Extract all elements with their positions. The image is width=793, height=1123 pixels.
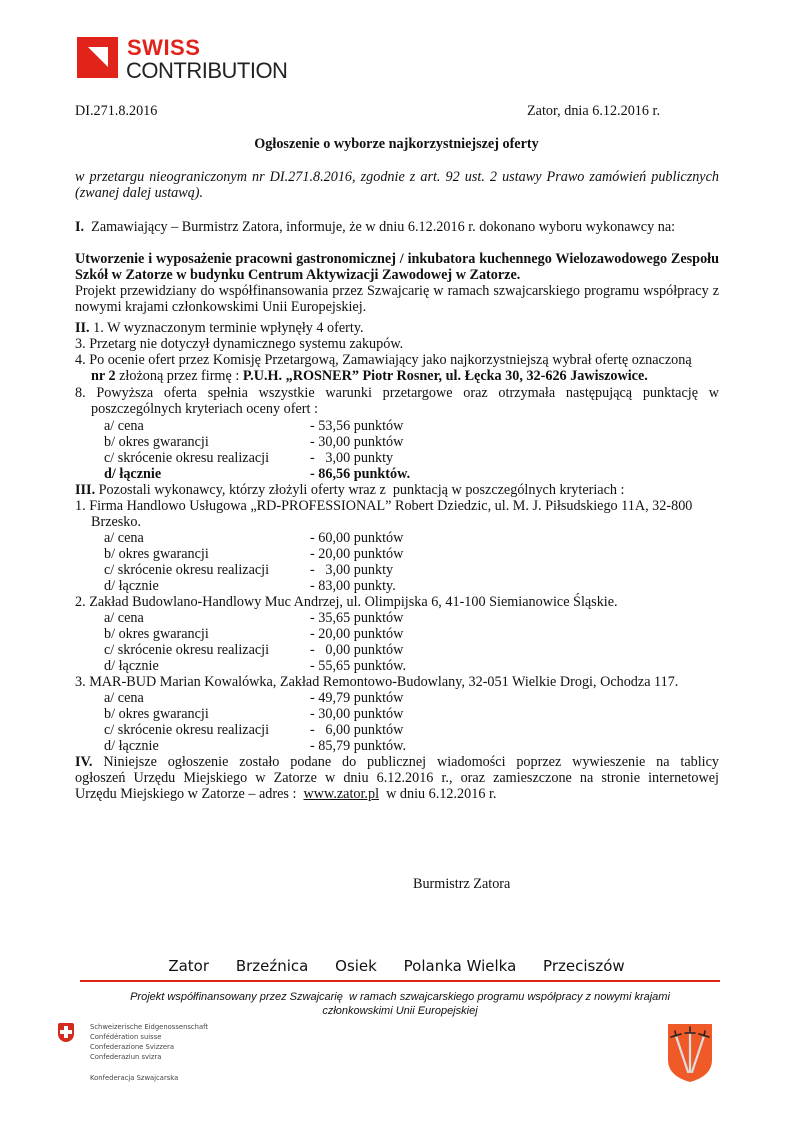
bidder-1-name-cont: Brzesko.: [91, 514, 142, 530]
section-4-number: IV.: [75, 754, 93, 770]
criterion-value: - 3,00 punkty: [310, 450, 394, 466]
footer-divider: [80, 980, 720, 982]
criterion-value: - 55,65 punktów.: [310, 658, 407, 674]
document-reference: DI.271.8.2016: [75, 103, 158, 119]
criterion-total-value: - 86,56 punktów.: [310, 466, 411, 482]
criterion-value: - 60,00 punktów: [310, 530, 404, 546]
criterion-label: a/ cena: [104, 690, 144, 706]
criterion-label: a/ cena: [104, 610, 144, 626]
criterion-label: b/ okres gwarancji: [104, 706, 209, 722]
criterion-value: - 53,56 punktów: [310, 418, 404, 434]
swiss-shield-icon: [58, 1023, 74, 1042]
logo-red-square-icon: [77, 37, 118, 78]
intro-paragraph: w przetargu nieograniczonym nr DI.271.8.2016, zgodnie z art. 92 ust. 2 ustawy Prawo zamówień publicznych (zwanej dalej ustawą).: [75, 169, 719, 201]
criterion-label: c/ skrócenie okresu realizacji: [104, 562, 270, 578]
criterion-label: d/ łącznie: [104, 658, 159, 674]
criterion-value: - 20,00 punktów: [310, 626, 404, 642]
criterion-label: c/ skrócenie okresu realizacji: [104, 722, 270, 738]
section-1-text: [75, 219, 719, 235]
section-2-item-8: 8. Powyższa oferta spełnia wszystkie warunki przetargowe oraz otrzymała następującą punktację w: [75, 385, 719, 401]
section-2-item-3: 3. Przetarg nie dotyczył dynamicznego systemu zakupów.: [75, 336, 404, 352]
zator-website-link[interactable]: www.zator.pl: [303, 786, 380, 802]
criterion-label: d/ łącznie: [104, 738, 159, 754]
contract-subject: Utworzenie i wyposażenie pracowni gastronomicznej / inkubatora kuchennego Wielozawodowego Zespołu Szkół w Zatorze w budynku Centrum Aktywizacji Zawodowej w Zatorze.: [75, 251, 719, 283]
swiss-confederation-logo: [58, 1023, 258, 1093]
criterion-label: c/ skrócenie okresu realizacji: [104, 450, 270, 466]
section-2-item-4: 4. Po ocenie ofert przez Komisję Przetargową, Zamawiający jako najkorzystniejszą wybrał ofertę oznaczoną: [75, 352, 692, 368]
town-name: Brzeźnica: [235, 957, 309, 975]
criterion-value: - 30,00 punktów: [310, 434, 404, 450]
section-2-item-8-cont: poszczególnych kryteriach oceny ofert :: [91, 401, 318, 417]
section-3-number: III.: [75, 482, 96, 498]
criterion-value: - 35,65 punktów: [310, 610, 404, 626]
section-4-line-2: ogłoszeń Urzędu Miejskiego w Zatorze w dniu 6.12.2016 r., oraz zamieszczone na stronie internetowej: [75, 770, 719, 786]
section-1-intro: Zamawiający – Burmistrz Zatora, informuje, że w dniu 6.12.2016 r. dokonano wyboru wykonawcy na:: [91, 219, 676, 235]
town-name: Osiek: [335, 957, 377, 975]
confederation-names: Schweizerische Eidgenossenschaft Confédération suisse Confederazione Svizzera Confederaziun svizra: [90, 1023, 209, 1061]
criterion-label: a/ cena: [104, 530, 144, 546]
section-2-number: II.: [75, 320, 90, 336]
criterion-value: - 83,00 punkty.: [310, 578, 396, 594]
criterion-value: - 20,00 punktów: [310, 546, 404, 562]
criterion-value: - 6,00 punktów: [310, 722, 404, 738]
funding-note: Projekt przewidziany do współfinansowania przez Szwajcarię w ramach szwajcarskiego programu współpracy z nowymi krajami członkowskimi Unii Europejskiej.: [75, 283, 719, 315]
section-4-line-1: IV. Niniejsze ogłoszenie zostało podane do publicznej wiadomości poprzez wywieszenie na tablicy: [75, 754, 719, 770]
criterion-total-label: d/ łącznie: [104, 466, 162, 482]
criterion-value: - 49,79 punktów: [310, 690, 404, 706]
logo-text-contribution: CONTRIBUTION: [126, 58, 288, 83]
town-name: Zator: [168, 957, 210, 975]
bidder-3-name: 3. MAR-BUD Marian Kowalówka, Zakład Remontowo-Budowlany, 32-051 Wielkie Drogi, Ochodza 117.: [75, 674, 679, 690]
criterion-value: - 0,00 punktów: [310, 642, 404, 658]
criterion-value: - 30,00 punktów: [310, 706, 404, 722]
zator-coat-of-arms-icon: [666, 1022, 714, 1084]
criterion-value: - 3,00 punkty: [310, 562, 394, 578]
place-date: Zator, dnia 6.12.2016 r.: [527, 103, 661, 119]
logo-text-swiss: SWISS: [127, 35, 201, 60]
criterion-value: - 85,79 punktów.: [310, 738, 407, 754]
section-3-intro: III. Pozostali wykonawcy, którzy złożyli oferty wraz z punktacją w poszczególnych kryteriach :: [75, 482, 625, 498]
section-4-line-3: Urzędu Miejskiego w Zatorze – adres : www.zator.pl w dniu 6.12.2016 r.: [75, 786, 497, 802]
criterion-label: b/ okres gwarancji: [104, 434, 209, 450]
bidder-2-name: 2. Zakład Budowlano-Handlowy Muc Andrzej, ul. Olimpijska 6, 41-100 Siemianowice Śląskie.: [75, 594, 618, 610]
criterion-label: c/ skrócenie okresu realizacji: [104, 642, 270, 658]
section-2-item-4-winner: nr 2 złożoną przez firmę : P.U.H. „ROSNER” Piotr Rosner, ul. Łęcka 30, 32-626 Jawiszowice.: [91, 368, 648, 384]
section-1-number: I.: [75, 219, 85, 235]
bidder-1-name: 1. Firma Handlowo Usługowa „RD-PROFESSIONAL” Robert Dziedzic, ul. M. J. Piłsudskiego 11A, 32-800: [75, 498, 693, 514]
town-name: Przeciszów: [543, 957, 625, 975]
swiss-contribution-logo: [77, 37, 297, 87]
criterion-label: d/ łącznie: [104, 578, 159, 594]
criterion-label: b/ okres gwarancji: [104, 546, 209, 562]
confederation-name-pl: Konfederacja Szwajcarska: [90, 1074, 179, 1082]
page-title: Ogłoszenie o wyborze najkorzystniejszej oferty: [254, 136, 539, 152]
section-2-item-1: II. 1. W wyznaczonym terminie wpłynęły 4 oferty.: [75, 320, 364, 336]
criterion-label: a/ cena: [104, 418, 144, 434]
footer-funding-note: Projekt współfinansowany przez Szwajcarię w ramach szwajcarskiego programu współpracy z nowymi krajami członkowskimi Unii Europejskiej: [130, 991, 670, 1017]
footer-towns: [0, 957, 793, 975]
winning-bidder: P.U.H. „ROSNER” Piotr Rosner, ul. Łęcka 30, 32-626 Jawiszowice.: [242, 368, 648, 384]
town-name: Polanka Wielka: [403, 957, 517, 975]
signature: Burmistrz Zatora: [413, 876, 511, 892]
criterion-label: b/ okres gwarancji: [104, 626, 209, 642]
